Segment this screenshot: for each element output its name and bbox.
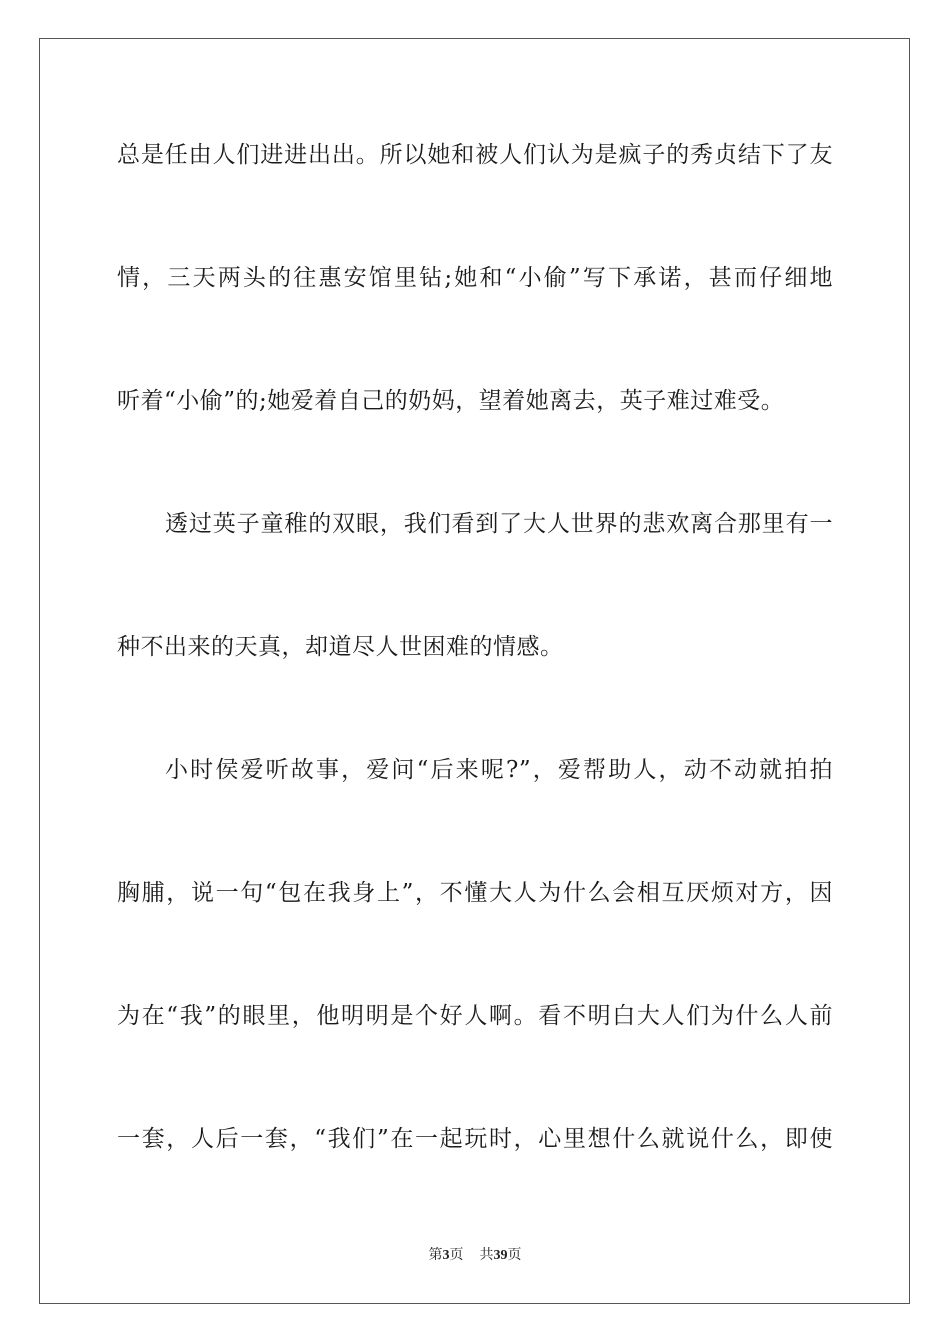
text-line-5: 种不出来的天真，却道尽人世困难的情感。: [117, 634, 564, 660]
document-body: [117, 125, 833, 1232]
text-line-4: 透过英子童稚的双眼，我们看到了大人世界的悲欢离合那里有一: [165, 511, 833, 537]
page-footer: [0, 1246, 950, 1266]
text-line-8: 为在“我”的眼里，他明明是个好人啊。看不明白大人们为什么人前: [117, 1003, 833, 1029]
text-line-1: 总是任由人们进进出出。所以她和被人们认为是疯子的秀贞结下了友: [117, 142, 833, 168]
text-line-6: 小时侯爱听故事，爱问“后来呢?”，爱帮助人，动不动就拍拍: [165, 757, 833, 783]
text-line-3: 听着“小偷”的;她爱着自己的奶妈，望着她离去，英子难过难受。: [117, 388, 785, 414]
page-suffix: 页: [449, 1248, 464, 1263]
text-line-2: 情，三天两头的往惠安馆里钻;她和“小偷”写下承诺，甚而仔细地: [117, 265, 833, 291]
text-line-9: 一套，人后一套，“我们”在一起玩时，心里想什么就说什么，即使: [117, 1126, 833, 1152]
total-prefix: 共: [479, 1248, 494, 1263]
total-suffix: 页: [507, 1248, 522, 1263]
text-line-7: 胸脯，说一句“包在我身上”，不懂大人为什么会相互厌烦对方，因: [117, 880, 833, 906]
total-pages: 39: [493, 1248, 508, 1263]
page-prefix: 第: [428, 1248, 443, 1263]
page-number: 3: [442, 1248, 450, 1263]
